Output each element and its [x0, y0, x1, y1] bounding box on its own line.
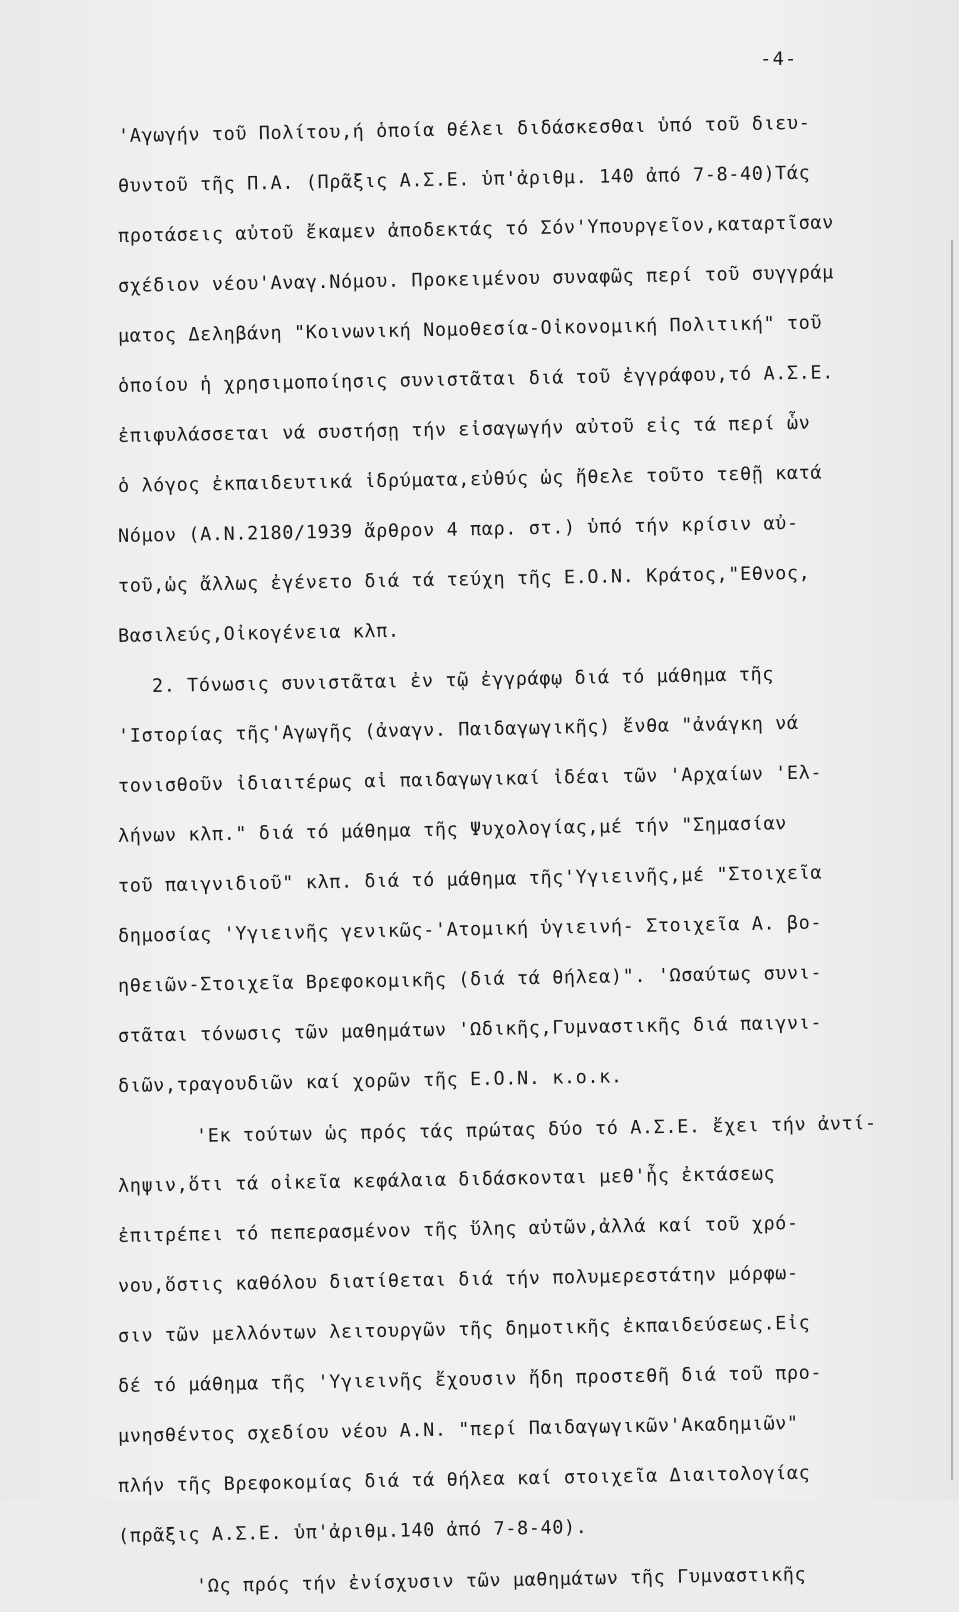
text-line: ηθειῶν-Στοιχεῖα Βρεφοκομικῆς (διά τά θήλεα)". 'Ωσαύτως συνι-	[117, 962, 823, 997]
text-line: ὁ λόγος ἐκπαιδευτικά ἱδρύματα,εὐθύς ὡς ἤθελε τοῦτο τεθῇ κατά	[117, 462, 823, 497]
text-line: 2. Τόνωσις συνιστᾶται ἐν τῷ ἐγγράφῳ διά τό μάθημα τῆς	[151, 664, 775, 697]
text-line: στᾶται τόνωσις τῶν μαθημάτων 'Ωδικῆς,Γυμναστικῆς διά παιγνι-	[117, 1012, 823, 1047]
body-text	[118, 112, 948, 1612]
text-line: δέ τό μάθημα τῆς 'Υγιεινῆς ἔχουσιν ἤδη προστεθῆ διά τοῦ προ-	[117, 1362, 823, 1397]
text-line: ληψιν,ὅτι τά οἰκεῖα κεφάλαια διδάσκονται μεθ'ἧς ἐκτάσεως	[117, 1163, 776, 1197]
text-line: 'Ιστορίας τῆς'Αγωγῆς (ἀναγν. Παιδαγωγικῆς) ἔνθα "ἀνάγκη νά	[117, 712, 799, 747]
text-line: λήνων κλπ." διά τό μάθημα τῆς Ψυχολογίας,μέ τήν "Σημασίαν	[117, 813, 788, 847]
text-line: Νόμον (Α.Ν.2180/1939 ἄρθρον 4 παρ. στ.) ὑπό τήν κρίσιν αὐ-	[117, 512, 799, 547]
text-line: 'Εκ τούτων ὡς πρός τάς πρώτας δύο τό Α.Σ.Ε. ἔχει τήν ἀντί-	[195, 1112, 877, 1147]
text-line: 'Ως πρός τήν ἐνίσχυσιν τῶν μαθημάτων τῆς Γυμναστικῆς	[195, 1564, 807, 1597]
text-line: διῶν,τραγουδιῶν καί χορῶν τῆς Ε.Ο.Ν. κ.ο.κ.	[117, 1066, 623, 1097]
text-line: σχέδιον νέου'Αναγ.Νόμου. Προκειμένου συναφῶς περί τοῦ συγγράμ	[117, 262, 835, 297]
text-line: τοῦ,ὡς ἄλλως ἐγένετο διά τά τεύχη τῆς Ε.Ο.Ν. Κράτος,"Εθνος,	[117, 562, 811, 597]
text-line: νου,ὅστις καθόλου διατίθεται διά τήν πολυμερεστάτην μόρφω-	[117, 1262, 799, 1297]
text-line: δημοσίας 'Υγιεινῆς γενικῶς-'Ατομική ὑγιεινή- Στοιχεῖα Α. βο-	[117, 912, 823, 947]
text-line: ἐπιτρέπει τό πεπερασμένον τῆς ὕλης αὐτῶν,ἀλλά καί τοῦ χρό-	[117, 1212, 799, 1247]
text-line: Βασιλεύς,Οἰκογένεια κλπ.	[117, 620, 400, 647]
text-line: προτάσεις αὐτοῦ ἔκαμεν ἀποδεκτάς τό Σόν'Υπουργεῖον,καταρτῖσαν	[117, 212, 835, 247]
text-line: θυντοῦ τῆς Π.Α. (Πρᾶξις Α.Σ.Ε. ὑπ'ἀριθμ. 140 ἀπό 7-8-40)Τάς	[117, 162, 811, 197]
text-line: ματος Δεληβάνη "Κοινωνική Νομοθεσία-Οἰκονομική Πολιτική" τοῦ	[117, 312, 823, 347]
text-line: τοῦ παιγνιδιοῦ" κλπ. διά τό μάθημα τῆς'Υγιεινῆς,μέ "Στοιχεῖα	[117, 862, 823, 897]
text-line: (πρᾶξις Α.Σ.Ε. ὑπ'ἀριθμ.140 ἀπό 7-8-40).	[117, 1516, 588, 1547]
text-line: ἐπιφυλάσσεται νά συστήσῃ τήν εἰσαγωγήν αὐτοῦ εἰς τά περί ὧν	[117, 412, 811, 447]
text-line: μνησθέντος σχεδίου νέου Α.Ν. "περί Παιδαγωγικῶν'Ακαδημιῶν"	[117, 1412, 799, 1447]
text-line: πλήν τῆς Βρεφοκομίας διά τά θήλεα καί στοιχεῖα Διαιτολογίας	[117, 1462, 811, 1497]
text-line: 'Αγωγήν τοῦ Πολίτου,ή ὁποία θέλει διδάσκεσθαι ὑπό τοῦ διευ-	[117, 112, 811, 147]
page-number: -4-	[760, 48, 798, 70]
text-line: τονισθοῦν ἰδιαιτέρως αἱ παιδαγωγικαί ἰδέαι τῶν 'Αρχαίων 'Ελ-	[117, 762, 823, 797]
text-line: σιν τῶν μελλόντων λειτουργῶν τῆς δημοτικῆς ἐκπαιδεύσεως.Εἰς	[117, 1312, 811, 1347]
text-line: ὁποίου ἡ χρησιμοποίησις συνιστᾶται διά τοῦ ἐγγράφου,τό Α.Σ.Ε.	[117, 362, 835, 397]
page-edge-shadow	[951, 240, 953, 1480]
